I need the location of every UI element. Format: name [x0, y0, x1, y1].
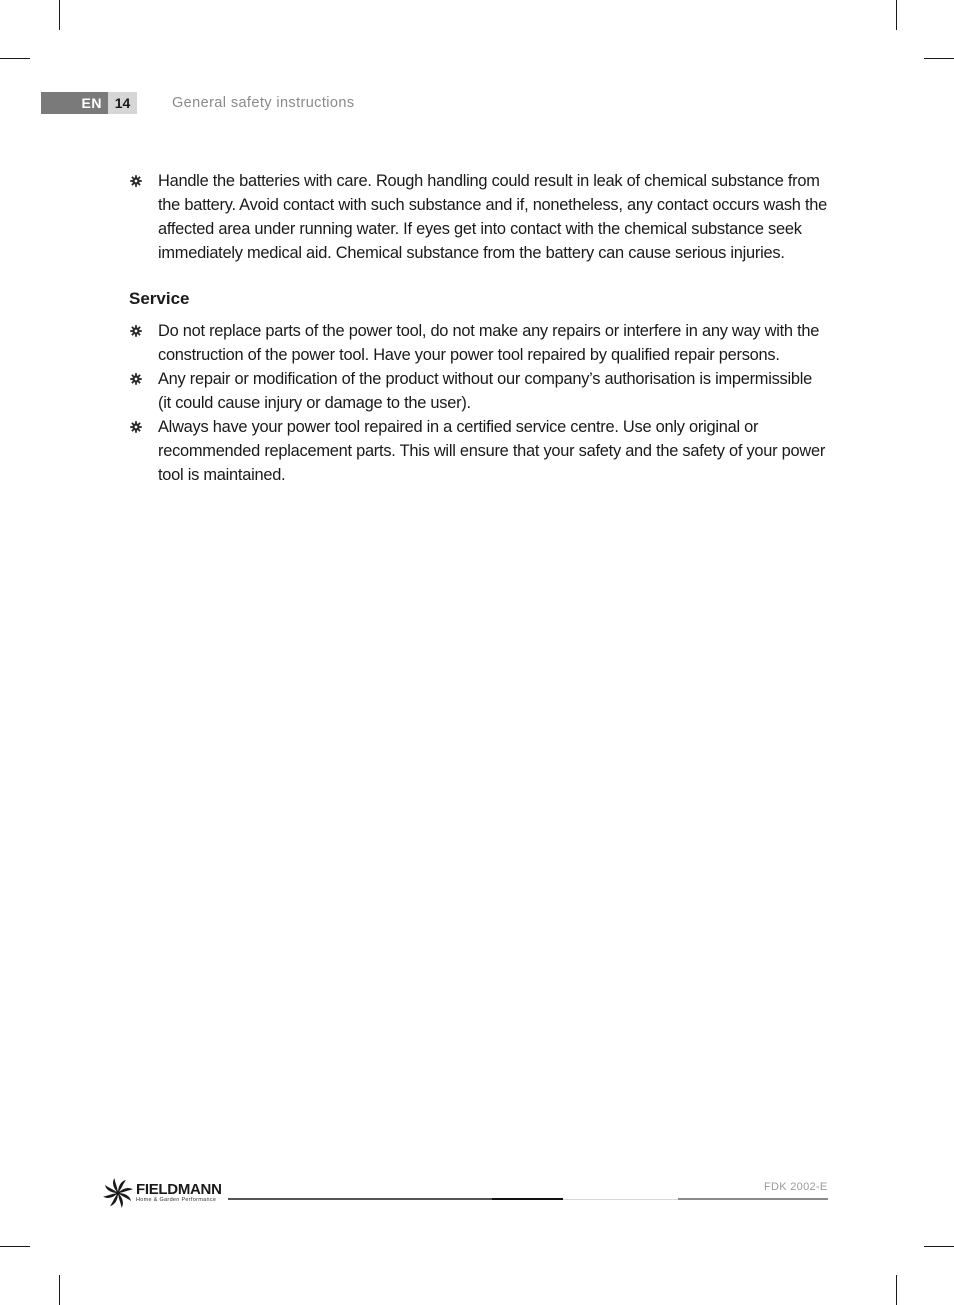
- footer-rule-segment: [563, 1199, 678, 1200]
- bullet-text: Always have your power tool repaired in a certified service centre. Use only original or recommended replacement parts. This will ensure that your safety and the safety of your power tool is maintained.: [158, 418, 826, 484]
- crop-mark-right-bottom: [924, 1246, 954, 1247]
- brand-logo: [103, 1178, 222, 1208]
- list-item: [129, 319, 829, 367]
- page-content: [129, 169, 829, 487]
- brand-tagline: Home & Garden Performance: [136, 1197, 217, 1203]
- list-item: [129, 415, 829, 487]
- list-item: [129, 367, 829, 415]
- crop-mark-left-top: [0, 58, 30, 59]
- crop-mark-right-top: [924, 58, 954, 59]
- language-tab: EN: [41, 92, 108, 114]
- service-heading: Service: [129, 289, 190, 308]
- bullet-text: Do not replace parts of the power tool, do not make any repairs or interfere in any way with the construction of the power tool. Have your power tool repaired by qualified repair persons.: [158, 322, 820, 364]
- crop-mark-bottom-left: [59, 1275, 60, 1305]
- logo-text: [136, 1182, 222, 1204]
- crop-mark-top-left: [59, 0, 60, 30]
- crop-mark-top-right: [896, 0, 897, 30]
- gear-bullet-icon: [130, 373, 142, 385]
- footer-rule-segment: [678, 1198, 828, 1200]
- bullet-text: Any repair or modification of the product without our company’s authorisation is impermissible (it could cause injury or damage to the user).: [158, 370, 812, 412]
- gear-bullet-icon: [130, 175, 142, 187]
- crop-mark-bottom-right: [896, 1275, 897, 1305]
- bullet-text: Handle the batteries with care. Rough handling could result in leak of chemical substance from the battery. Avoid contact with such substance and if, nonetheless, any contact occurs wash the affected area under running water. If eyes get into contact with the chemical substance seek immediately medical aid. Chemical substance from the battery can cause serious injuries.: [158, 172, 828, 262]
- brand-name: FIELDMANN: [136, 1181, 222, 1198]
- crop-mark-left-bottom: [0, 1246, 30, 1247]
- model-number: FDK 2002-E: [764, 1181, 828, 1193]
- fieldmann-swirl-icon: [103, 1178, 133, 1208]
- section-title: General safety instructions: [172, 95, 355, 111]
- gear-bullet-icon: [130, 325, 142, 337]
- footer-rule-segment: [492, 1198, 563, 1200]
- page-header: [41, 92, 137, 114]
- page-number: 14: [108, 92, 137, 114]
- footer-rule-segment: [228, 1198, 492, 1200]
- service-bullet-list: [129, 319, 829, 487]
- intro-bullet-list: [129, 169, 829, 265]
- list-item: [129, 169, 829, 265]
- gear-bullet-icon: [130, 421, 142, 433]
